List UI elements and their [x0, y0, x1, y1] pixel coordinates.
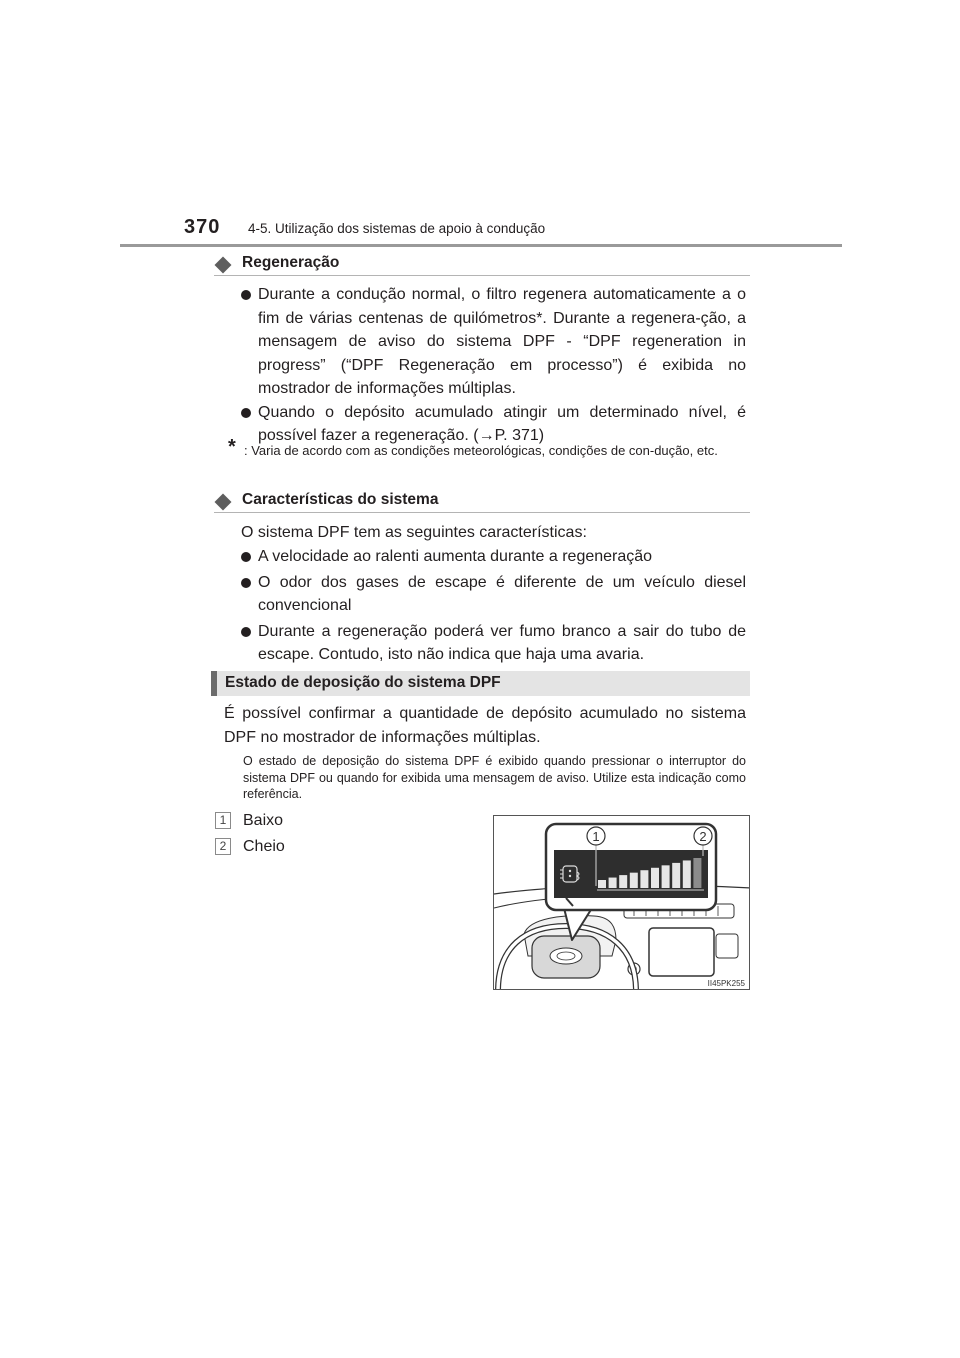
diamond-bullet-icon	[215, 257, 232, 274]
section-title: Características do sistema	[242, 491, 439, 508]
bullet-list-regeneracao	[241, 283, 746, 448]
callout-number-1: 1	[592, 829, 600, 844]
header-rule	[120, 244, 842, 247]
gauge-segment	[651, 868, 659, 888]
gauge-segment	[640, 870, 648, 888]
section-heading-estado-deposicao	[211, 671, 750, 696]
callout-number-2: 2	[699, 829, 707, 844]
gauge-segment	[693, 858, 701, 888]
list-item: O odor dos gases de escape é diferente de um veículo diesel convencional	[241, 571, 746, 618]
section-note: O estado de deposição do sistema DPF é exibido quando pressionar o interruptor do sistema DPF ou quando for exibida uma mensagem de aviso. Utilize esta indicação como referência.	[243, 754, 746, 801]
diamond-bullet-icon	[215, 494, 232, 511]
page-number: 370	[184, 216, 221, 238]
gauge-segment	[609, 878, 617, 888]
section-heading-caracteristicas	[214, 489, 750, 513]
section-intro: O sistema DPF tem as seguintes características:	[241, 524, 587, 541]
bullet-list-caracteristicas	[241, 545, 746, 667]
section-title: Estado de deposição do sistema DPF	[225, 674, 501, 691]
number-badge: 1	[215, 812, 231, 829]
gauge-segment	[630, 873, 638, 888]
heading-accent-bar	[211, 671, 217, 696]
gauge-segment	[672, 863, 680, 888]
bullet-dot-icon	[241, 578, 251, 588]
section-title: Regeneração	[242, 254, 340, 271]
list-item: A velocidade ao ralenti aumenta durante a regeneração	[241, 545, 746, 569]
bullet-dot-icon	[241, 290, 251, 300]
gauge-segment	[598, 880, 606, 888]
footnote	[228, 436, 746, 460]
legend-label: Baixo	[243, 812, 284, 829]
footnote-mark: *	[228, 436, 236, 458]
gauge-segment	[683, 860, 691, 888]
figure-code: II45PK255	[707, 979, 745, 988]
section-heading-regeneracao	[214, 252, 750, 276]
chapter-title: 4-5. Utilização dos sistemas de apoio à condução	[248, 221, 546, 236]
dashboard-drawing	[494, 816, 750, 990]
bullet-dot-icon	[241, 408, 251, 418]
dashboard-illustration	[493, 815, 750, 990]
gauge-segment	[662, 865, 670, 888]
number-badge: 2	[215, 838, 231, 855]
section-intro: É possível confirmar a quantidade de depósito acumulado no sistema DPF no mostrador de informações múltiplas.	[224, 705, 746, 746]
footnote-text: : Varia de acordo com as condições meteorológicas, condições de con-dução, etc.	[244, 443, 718, 458]
list-item: Quando o depósito acumulado atingir um determinado nível, é possível fazer a regeneração. (→P. 371)	[241, 401, 746, 448]
side-vent	[716, 934, 738, 958]
gauge-segment	[619, 875, 627, 888]
bullet-dot-icon	[241, 627, 251, 637]
center-display	[649, 928, 714, 976]
bullet-dot-icon	[241, 552, 251, 562]
legend-label: Cheio	[243, 838, 285, 855]
list-item: Durante a regeneração poderá ver fumo branco a sair do tubo de escape. Contudo, isto não indica que haja uma avaria.	[241, 620, 746, 667]
list-item: Durante a condução normal, o filtro regenera automaticamente a o fim de várias centenas de quilómetros*. Durante a regenera-ção, a mensagem de aviso do sistema DPF - “DPF regeneration in progress” (“DPF Regeneração em processo”) é exibida no mostrador de informações múltiplas.	[241, 283, 746, 401]
